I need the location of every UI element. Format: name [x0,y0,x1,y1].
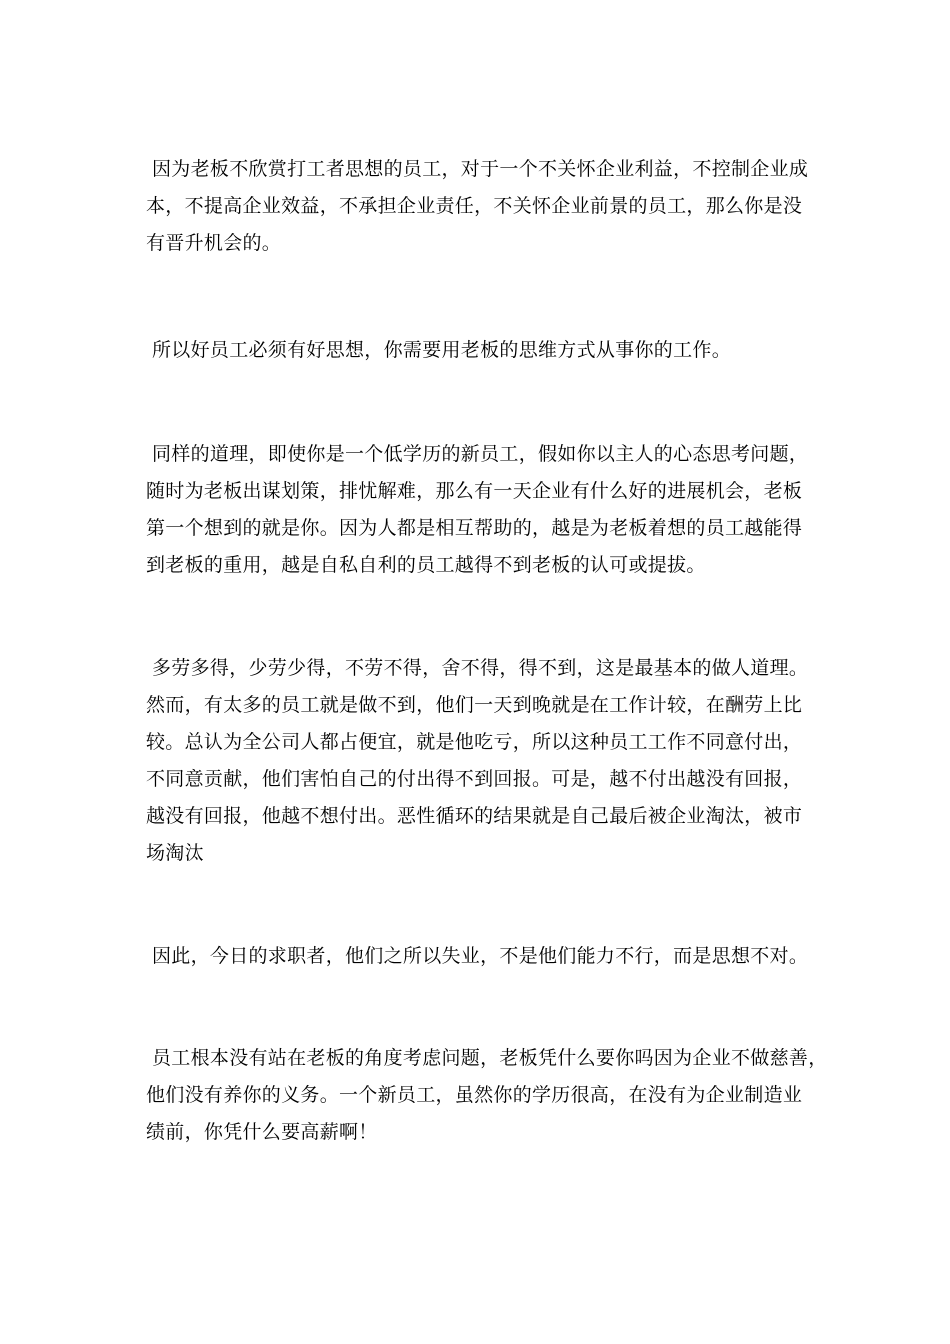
paragraph-1 [146,151,836,262]
paragraph-line: 员工根本没有站在老板的角度考虑问题，老板凭什么要你吗因为企业不做慈善， [152,1047,828,1069]
paragraph-line: 同样的道理，即使你是一个低学历的新员工，假如你以主人的心态思考问题， [152,443,809,465]
paragraph-line: 到老板的重用，越是自私自利的员工越得不到老板的认可或提拔。 [146,554,706,576]
paragraph-line: 然而，有太多的员工就是做不到，他们一天到晚就是在工作计较，在酬劳上比 [146,694,803,716]
paragraph-line: 不同意贡献，他们害怕自己的付出得不到回报。可是，越不付出越没有回报， [146,768,803,790]
paragraph-line: 多劳多得，少劳少得，不劳不得，舍不得，得不到，这是最基本的做人道理。 [152,657,809,679]
paragraph-3 [146,436,836,584]
paragraph-line: 他们没有养你的义务。一个新员工，虽然你的学历很高，在没有为企业制造业 [146,1084,803,1106]
paragraph-line: 绩前，你凭什么要高薪啊！ [146,1121,378,1143]
paragraph-line: 因为老板不欣赏打工者思想的员工，对于一个不关怀企业利益，不控制企业成 [152,158,809,180]
paragraph-6 [146,1040,836,1151]
paragraph-line: 第一个想到的就是你。因为人都是相互帮助的，越是为老板着想的员工越能得 [146,517,803,539]
paragraph-line: 场淘汰 [146,842,204,864]
paragraph-line: 本，不提高企业效益，不承担企业责任，不关怀企业前景的员工，那么你是没 [146,195,803,217]
paragraph-line: 随时为老板出谋划策，排忧解难，那么有一天企业有什么好的进展机会，老板 [146,480,803,502]
paragraph-2 [146,332,836,369]
paragraph-line: 所以好员工必须有好思想，你需要用老板的思维方式从事你的工作。 [152,339,732,361]
paragraph-line: 较。总认为全公司人都占便宜，就是他吃亏，所以这种员工工作不同意付出， [146,731,803,753]
paragraph-5 [146,938,836,975]
paragraph-line: 因此，今日的求职者，他们之所以失业，不是他们能力不行，而是思想不对。 [152,945,809,967]
paragraph-line: 有晋升机会的。 [146,232,282,254]
paragraph-line: 越没有回报，他越不想付出。恶性循环的结果就是自己最后被企业淘汰，被市 [146,805,803,827]
paragraph-4 [146,650,836,872]
